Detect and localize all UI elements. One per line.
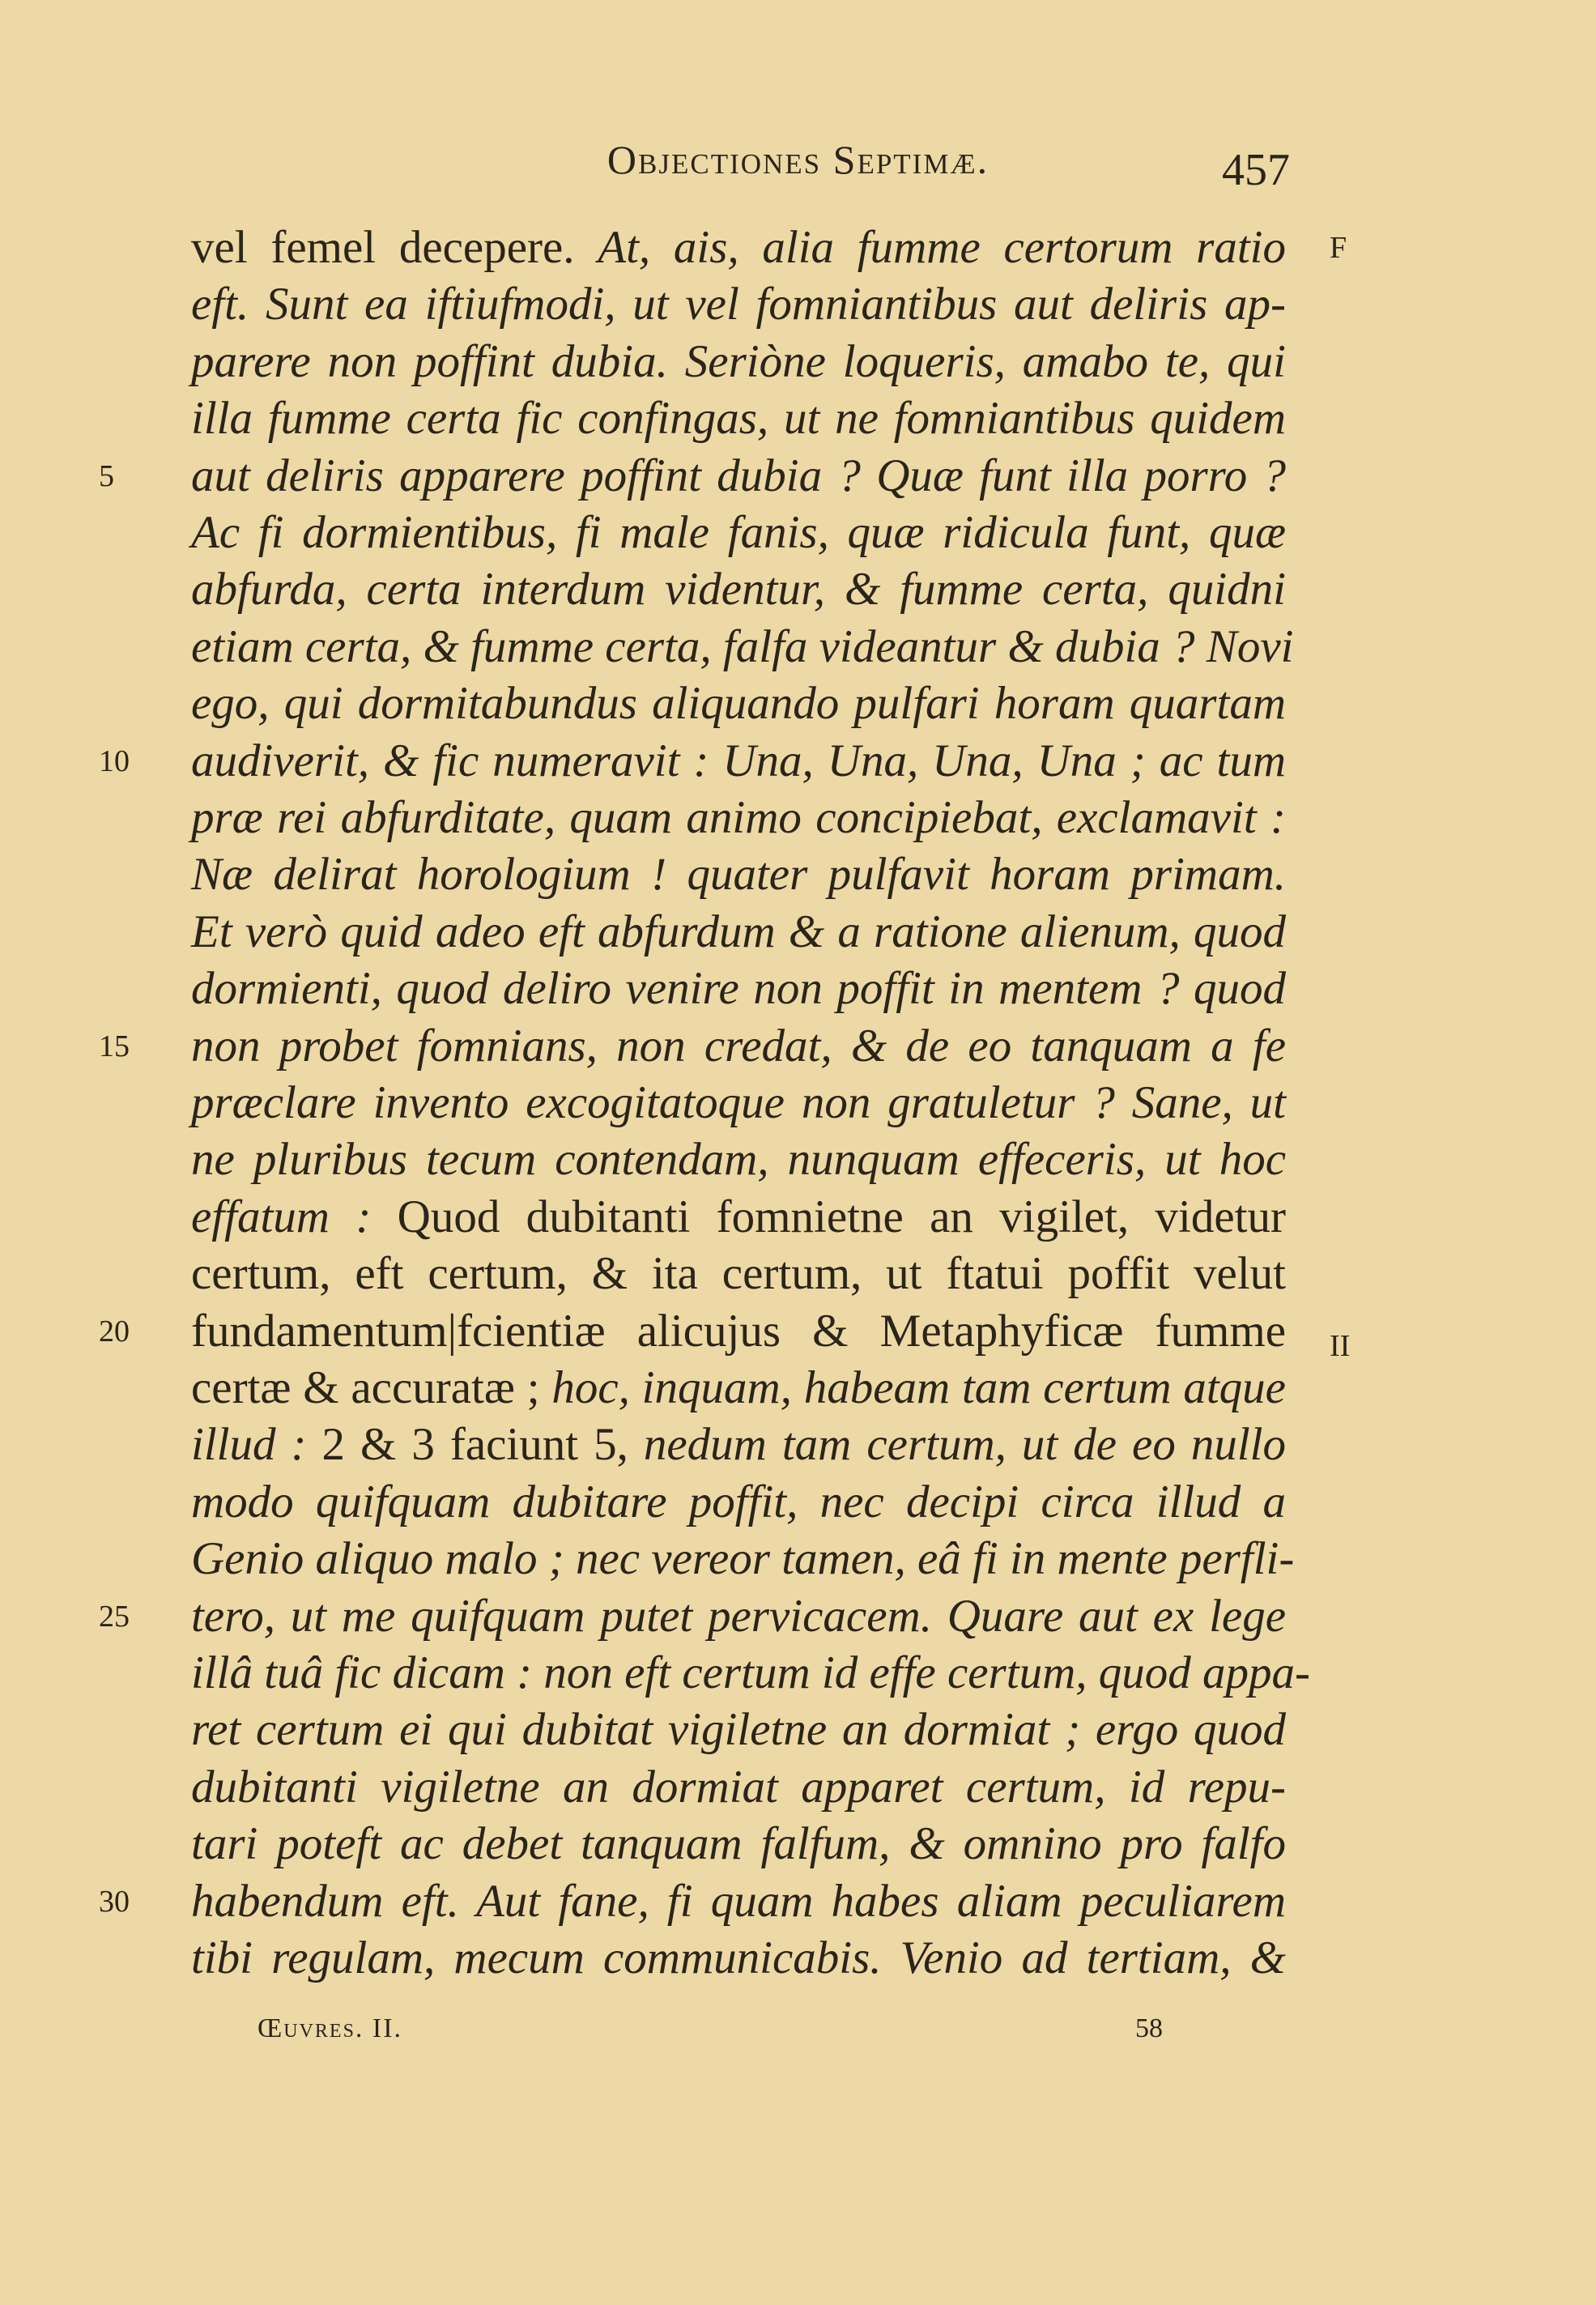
roman-run: Quod dubitanti fomnietne an vigilet, videtur bbox=[371, 1191, 1286, 1242]
italic-run: præclare invento excogitatoque non gratuletur ? Sane, ut bbox=[191, 1077, 1286, 1128]
italic-run: hoc, inquam, habeam tam certum atque bbox=[551, 1362, 1286, 1413]
text-line bbox=[191, 675, 1286, 733]
italic-run: effatum : bbox=[191, 1191, 372, 1242]
text-line bbox=[191, 960, 1286, 1018]
text-line bbox=[191, 447, 1286, 505]
text-line bbox=[191, 618, 1294, 676]
italic-run: ret certum ei qui dubitat vigiletne an dormiat ; ergo quod bbox=[191, 1704, 1286, 1756]
italic-run: etiam certa, & fumme certa, falfa videantur & dubia ? Novi bbox=[191, 620, 1294, 672]
roman-run: certum, eft certum, & ita certum, ut ftatui poffit velut bbox=[191, 1248, 1286, 1300]
italic-run: dormienti, quod deliro venire non poffit in mentem ? quod bbox=[191, 963, 1286, 1015]
text-line bbox=[191, 789, 1286, 847]
text-line bbox=[191, 504, 1286, 562]
italic-run: Et verò quid adeo eft abfurdum & a ratione alienum, quod bbox=[191, 905, 1286, 957]
italic-run: dubitanti vigiletne an dormiat apparet certum, id repu- bbox=[191, 1761, 1286, 1813]
text-line bbox=[191, 1587, 1286, 1646]
line-number: 5 bbox=[99, 458, 114, 493]
margin-mark-f: F bbox=[1330, 231, 1347, 265]
line-number: 30 bbox=[99, 1884, 130, 1919]
line-number: 20 bbox=[99, 1314, 130, 1348]
text-line bbox=[191, 1245, 1286, 1303]
italic-run: tero, ut me quifquam putet pervicacem. Quare aut ex lege bbox=[191, 1590, 1286, 1642]
text-line bbox=[191, 1758, 1286, 1817]
italic-run: præ rei abfurditate, quam animo concipiebat, exclamavit : bbox=[191, 792, 1286, 843]
page-number: 457 bbox=[1222, 145, 1290, 195]
running-title: Objectiones Septimæ. bbox=[606, 137, 990, 182]
roman-run: 2 & 3 faciunt 5, bbox=[306, 1419, 644, 1471]
italic-run: eft. Sunt ea iftiufmodi, ut vel fomniantibus aut deliris ap- bbox=[191, 279, 1286, 330]
italic-run: tibi regulam, mecum communicabis. Venio ad tertiam, & bbox=[191, 1932, 1286, 1983]
italic-run: illa fumme certa fic confingas, ut ne fomniantibus quidem bbox=[191, 393, 1286, 445]
italic-run: Genio aliquo malo ; nec vereor tamen, eâ fi in mente perfli- bbox=[191, 1533, 1295, 1585]
text-line bbox=[191, 846, 1286, 904]
text-line bbox=[191, 1873, 1286, 1931]
text-line bbox=[191, 1131, 1286, 1189]
text-line bbox=[191, 903, 1286, 961]
italic-run: ne pluribus tecum contendam, nunquam effeceris, ut hoc bbox=[191, 1134, 1286, 1186]
text-line bbox=[191, 1644, 1310, 1702]
text-line bbox=[191, 390, 1286, 448]
footer-signature-right: 58 bbox=[1135, 2013, 1163, 2043]
italic-run: ego, qui dormitabundus aliquando pulfari horam quartam bbox=[191, 678, 1286, 730]
text-line bbox=[191, 1815, 1286, 1873]
line-number: 15 bbox=[99, 1029, 130, 1063]
italic-run: habendum eft. Aut fane, fi quam habes aliam peculiarem bbox=[191, 1875, 1286, 1927]
text-line bbox=[191, 219, 1286, 277]
italic-run: non probet fomnians, non credat, & de eo tanquam a fe bbox=[191, 1020, 1286, 1072]
italic-run: parere non poffint dubia. Seriòne loqueris, amabo te, qui bbox=[191, 335, 1286, 387]
italic-run: illâ tuâ fic dicam : non eft certum id effe certum, quod appa- bbox=[191, 1647, 1310, 1698]
line-number: 25 bbox=[99, 1599, 130, 1634]
text-line bbox=[191, 1929, 1286, 1988]
italic-run: Næ delirat horologium ! quater pulfavit horam primam. bbox=[191, 849, 1286, 901]
italic-run: audiverit, & fic numeravit : Una, Una, Una, Una ; ac tum bbox=[191, 735, 1286, 786]
text-line bbox=[191, 1074, 1286, 1132]
text-line bbox=[191, 1359, 1286, 1417]
italic-run: nedum tam certum, ut de eo nullo bbox=[643, 1419, 1286, 1471]
roman-run: vel femel decepere. bbox=[191, 222, 598, 273]
text-line bbox=[191, 1416, 1286, 1474]
text-line bbox=[191, 1017, 1286, 1076]
text-line bbox=[191, 1188, 1286, 1246]
text-line bbox=[191, 333, 1286, 391]
line-number: 10 bbox=[99, 743, 130, 778]
italic-run: tari poteft ac debet tanquam falfum, & omnino pro falfo bbox=[191, 1818, 1286, 1870]
text-line bbox=[191, 1473, 1286, 1532]
italic-run: aut deliris apparere poffint dubia ? Quæ funt illa porro ? bbox=[191, 449, 1286, 501]
italic-run: modo quifquam dubitare poffit, nec decipi circa illud a bbox=[191, 1476, 1286, 1527]
footer-signature-left: Œuvres. II. bbox=[257, 2013, 403, 2043]
italic-run: abfurda, certa interdum videntur, & fumme certa, quidni bbox=[191, 564, 1286, 616]
margin-reference-mark: II bbox=[1330, 1329, 1351, 1363]
text-line bbox=[191, 1302, 1286, 1361]
text-line bbox=[191, 560, 1286, 619]
text-line bbox=[191, 1530, 1295, 1588]
text-line bbox=[191, 275, 1286, 334]
italic-run: illud : bbox=[191, 1419, 307, 1471]
text-line bbox=[191, 732, 1286, 790]
italic-run: At, ais, alia fumme certorum ratio bbox=[598, 222, 1286, 273]
roman-run: certæ & accuratæ ; bbox=[191, 1362, 552, 1413]
italic-run: Ac fi dormientibus, fi male fanis, quæ ridicula funt, quæ bbox=[191, 507, 1286, 558]
roman-run: fundamentum|fcientiæ alicujus & Metaphyficæ fumme bbox=[191, 1305, 1286, 1357]
text-line bbox=[191, 1701, 1286, 1759]
